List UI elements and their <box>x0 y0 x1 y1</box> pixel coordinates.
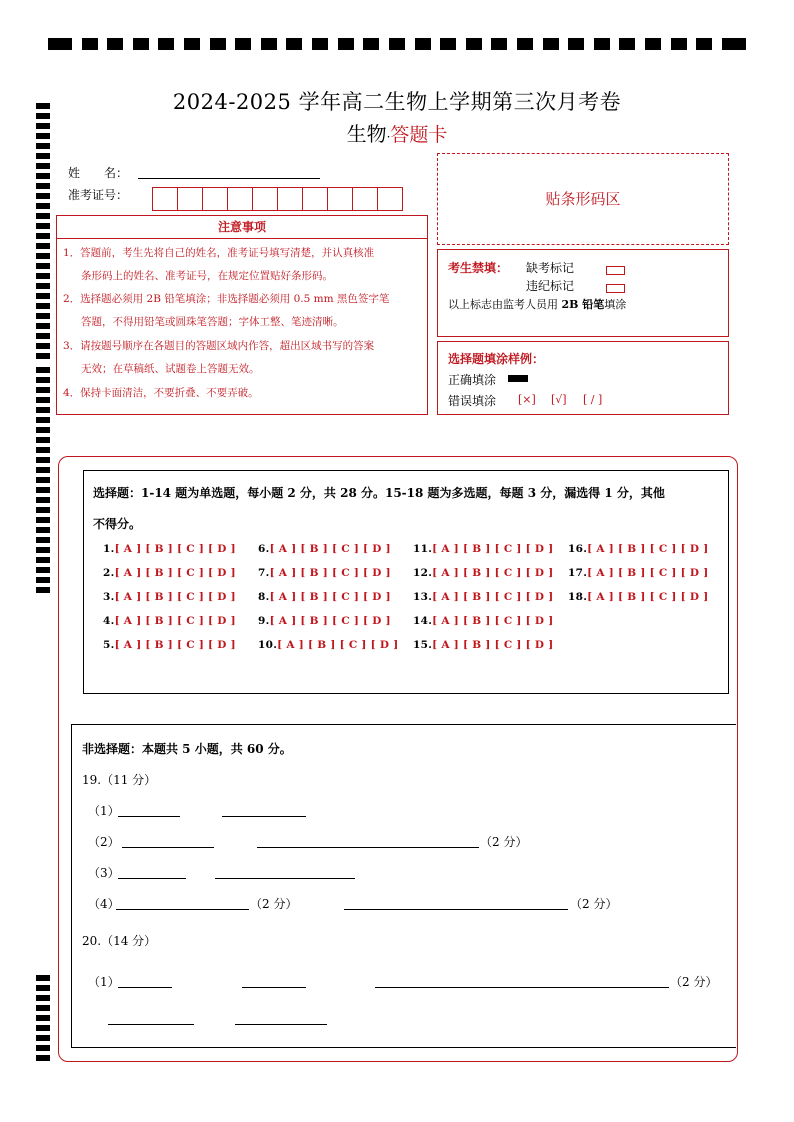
mcq-question-13[interactable]: 13.[ A ] [ B ] [ C ] [ D ] <box>413 591 554 603</box>
id-box[interactable] <box>302 187 328 211</box>
id-number-boxes[interactable] <box>152 187 402 211</box>
mcq-question-1[interactable]: 1.[ A ] [ B ] [ C ] [ D ] <box>103 543 236 555</box>
left-timing-marks-3 <box>36 975 50 1065</box>
id-box[interactable] <box>327 187 353 211</box>
notice-item: 答题，不得用铅笔或圆珠笔答题；字体工整、笔迹清晰。 <box>81 316 344 328</box>
answer-card-label: 答题卡 <box>390 124 448 146</box>
q19-part2-blank-a[interactable] <box>122 847 214 848</box>
q19-part3-blank-b[interactable] <box>215 878 355 879</box>
wrong-mark: [√] <box>551 393 567 406</box>
mcq-question-7[interactable]: 7.[ A ] [ B ] [ C ] [ D ] <box>258 567 391 579</box>
mcq-instruction-cont: 不得分。 <box>93 517 142 531</box>
ban-label: 考生禁填： <box>448 261 509 275</box>
mcq-instruction: 选择题：1-14 题为单选题，每小题 2 分，共 28 分。15-18 题为多选题，每题 3 分，漏选得 1 分，其他 <box>93 486 665 500</box>
essay-header: 非选择题：本题共 5 小题，共 60 分。 <box>82 742 292 756</box>
violation-mark-box[interactable] <box>606 278 625 297</box>
mcq-question-5[interactable]: 5.[ A ] [ B ] [ C ] [ D ] <box>103 639 236 651</box>
wrong-mark: [×] <box>518 393 536 406</box>
notice-item: 无效；在草稿纸、试题卷上答题无效。 <box>81 363 260 375</box>
ban-note-post: 填涂 <box>604 298 627 311</box>
id-box[interactable] <box>352 187 378 211</box>
id-box[interactable] <box>152 187 178 211</box>
mcq-question-12[interactable]: 12.[ A ] [ B ] [ C ] [ D ] <box>413 567 554 579</box>
id-box[interactable] <box>227 187 253 211</box>
absent-mark-label: 缺考标记 <box>526 261 575 275</box>
name-label: 姓 名： <box>68 166 129 180</box>
q20-part1-label: （1） <box>88 975 120 989</box>
notice-item: 4．保持卡面清洁，不要折叠、不要弄破。 <box>63 387 259 399</box>
mcq-question-4[interactable]: 4.[ A ] [ B ] [ C ] [ D ] <box>103 615 236 627</box>
correct-fill-mark <box>508 375 528 382</box>
name-field[interactable] <box>138 178 320 179</box>
examiner-only-box <box>437 249 729 337</box>
mcq-question-11[interactable]: 11.[ A ] [ B ] [ C ] [ D ] <box>413 543 554 555</box>
q19-title: 19.（11 分） <box>82 773 157 787</box>
ban-note-bold: 2B 铅笔 <box>561 298 605 311</box>
id-box[interactable] <box>277 187 303 211</box>
subject-title <box>0 118 794 147</box>
barcode-area: 贴条形码区 <box>437 153 729 245</box>
mcq-question-14[interactable]: 14.[ A ] [ B ] [ C ] [ D ] <box>413 615 554 627</box>
sample-title: 选择题填涂样例： <box>448 352 545 366</box>
mcq-question-15[interactable]: 15.[ A ] [ B ] [ C ] [ D ] <box>413 639 554 651</box>
notice-item: 3．请按题号顺序在各题目的答题区域内作答，超出区域书写的答案 <box>63 340 375 352</box>
q20-part1-blank-e[interactable] <box>235 1024 327 1025</box>
q19-part3-blank-a[interactable] <box>118 878 186 879</box>
q20-part1-blank-b[interactable] <box>242 987 306 988</box>
absent-mark-box[interactable] <box>606 260 625 279</box>
title-separator: · <box>386 130 391 144</box>
mcq-question-8[interactable]: 8.[ A ] [ B ] [ C ] [ D ] <box>258 591 391 603</box>
wrong-fill-label: 错误填涂 <box>448 394 497 408</box>
mcq-question-18[interactable]: 18.[ A ] [ B ] [ C ] [ D ] <box>568 591 709 603</box>
id-box[interactable] <box>377 187 403 211</box>
correct-fill-label: 正确填涂 <box>448 373 497 387</box>
q19-part2-points: （2 分） <box>480 835 528 849</box>
mcq-section <box>83 470 729 694</box>
q19-part2-label: （2） <box>88 835 120 849</box>
q19-part4-label: （4） <box>88 897 120 911</box>
wrong-mark: [ / ] <box>583 393 603 406</box>
q19-part4-blank-a[interactable] <box>116 909 249 910</box>
notice-item: 2．选择题必须用 2B 铅笔填涂；非选择题必须用 0.5 mm 黑色签字笔 <box>63 293 390 305</box>
q19-part3-label: （3） <box>88 866 120 880</box>
q20-part1-blank-d[interactable] <box>108 1024 194 1025</box>
q20-part1-points: （2 分） <box>670 975 718 989</box>
top-timing-marks <box>48 38 746 50</box>
mcq-question-3[interactable]: 3.[ A ] [ B ] [ C ] [ D ] <box>103 591 236 603</box>
id-label: 准考证号： <box>68 188 129 202</box>
fill-sample-box <box>437 341 729 415</box>
notice-item: 1．答题前，考生先将自己的姓名，准考证号填写清楚，并认真核准 <box>63 247 375 259</box>
mcq-question-16[interactable]: 16.[ A ] [ B ] [ C ] [ D ] <box>568 543 709 555</box>
notice-box <box>56 215 428 415</box>
q20-part1-blank-c[interactable] <box>375 987 669 988</box>
q19-part1-label: （1） <box>88 804 120 818</box>
q20-part1-blank-a[interactable] <box>118 987 172 988</box>
id-box[interactable] <box>252 187 278 211</box>
q19-part2-blank-b[interactable] <box>257 847 479 848</box>
mcq-question-9[interactable]: 9.[ A ] [ B ] [ C ] [ D ] <box>258 615 391 627</box>
subject-name: 生物 <box>346 122 387 146</box>
q19-part1-blank-a[interactable] <box>118 816 180 817</box>
mcq-question-10[interactable]: 10.[ A ] [ B ] [ C ] [ D ] <box>258 639 399 651</box>
notice-title: 注意事项 <box>57 216 427 239</box>
mcq-question-17[interactable]: 17.[ A ] [ B ] [ C ] [ D ] <box>568 567 709 579</box>
q19-part4-points-a: （2 分） <box>250 897 298 911</box>
mcq-question-2[interactable]: 2.[ A ] [ B ] [ C ] [ D ] <box>103 567 236 579</box>
mcq-question-6[interactable]: 6.[ A ] [ B ] [ C ] [ D ] <box>258 543 391 555</box>
violation-mark-label: 违纪标记 <box>526 279 575 293</box>
ban-note <box>448 296 626 312</box>
q19-part4-blank-b[interactable] <box>344 909 568 910</box>
q19-part1-blank-b[interactable] <box>222 816 306 817</box>
id-box[interactable] <box>177 187 203 211</box>
q20-title: 20.（14 分） <box>82 934 157 948</box>
notice-item: 条形码上的姓名、准考证号，在规定位置贴好条形码。 <box>81 270 333 282</box>
ban-note-pre: 以上标志由监考人员用 <box>448 298 558 311</box>
exam-title: 2024-2025 学年高二生物上学期第三次月考卷 <box>172 90 622 114</box>
essay-section <box>71 724 736 1048</box>
id-box[interactable] <box>202 187 228 211</box>
q19-part4-points-b: （2 分） <box>570 897 618 911</box>
left-timing-marks-2 <box>36 367 50 597</box>
